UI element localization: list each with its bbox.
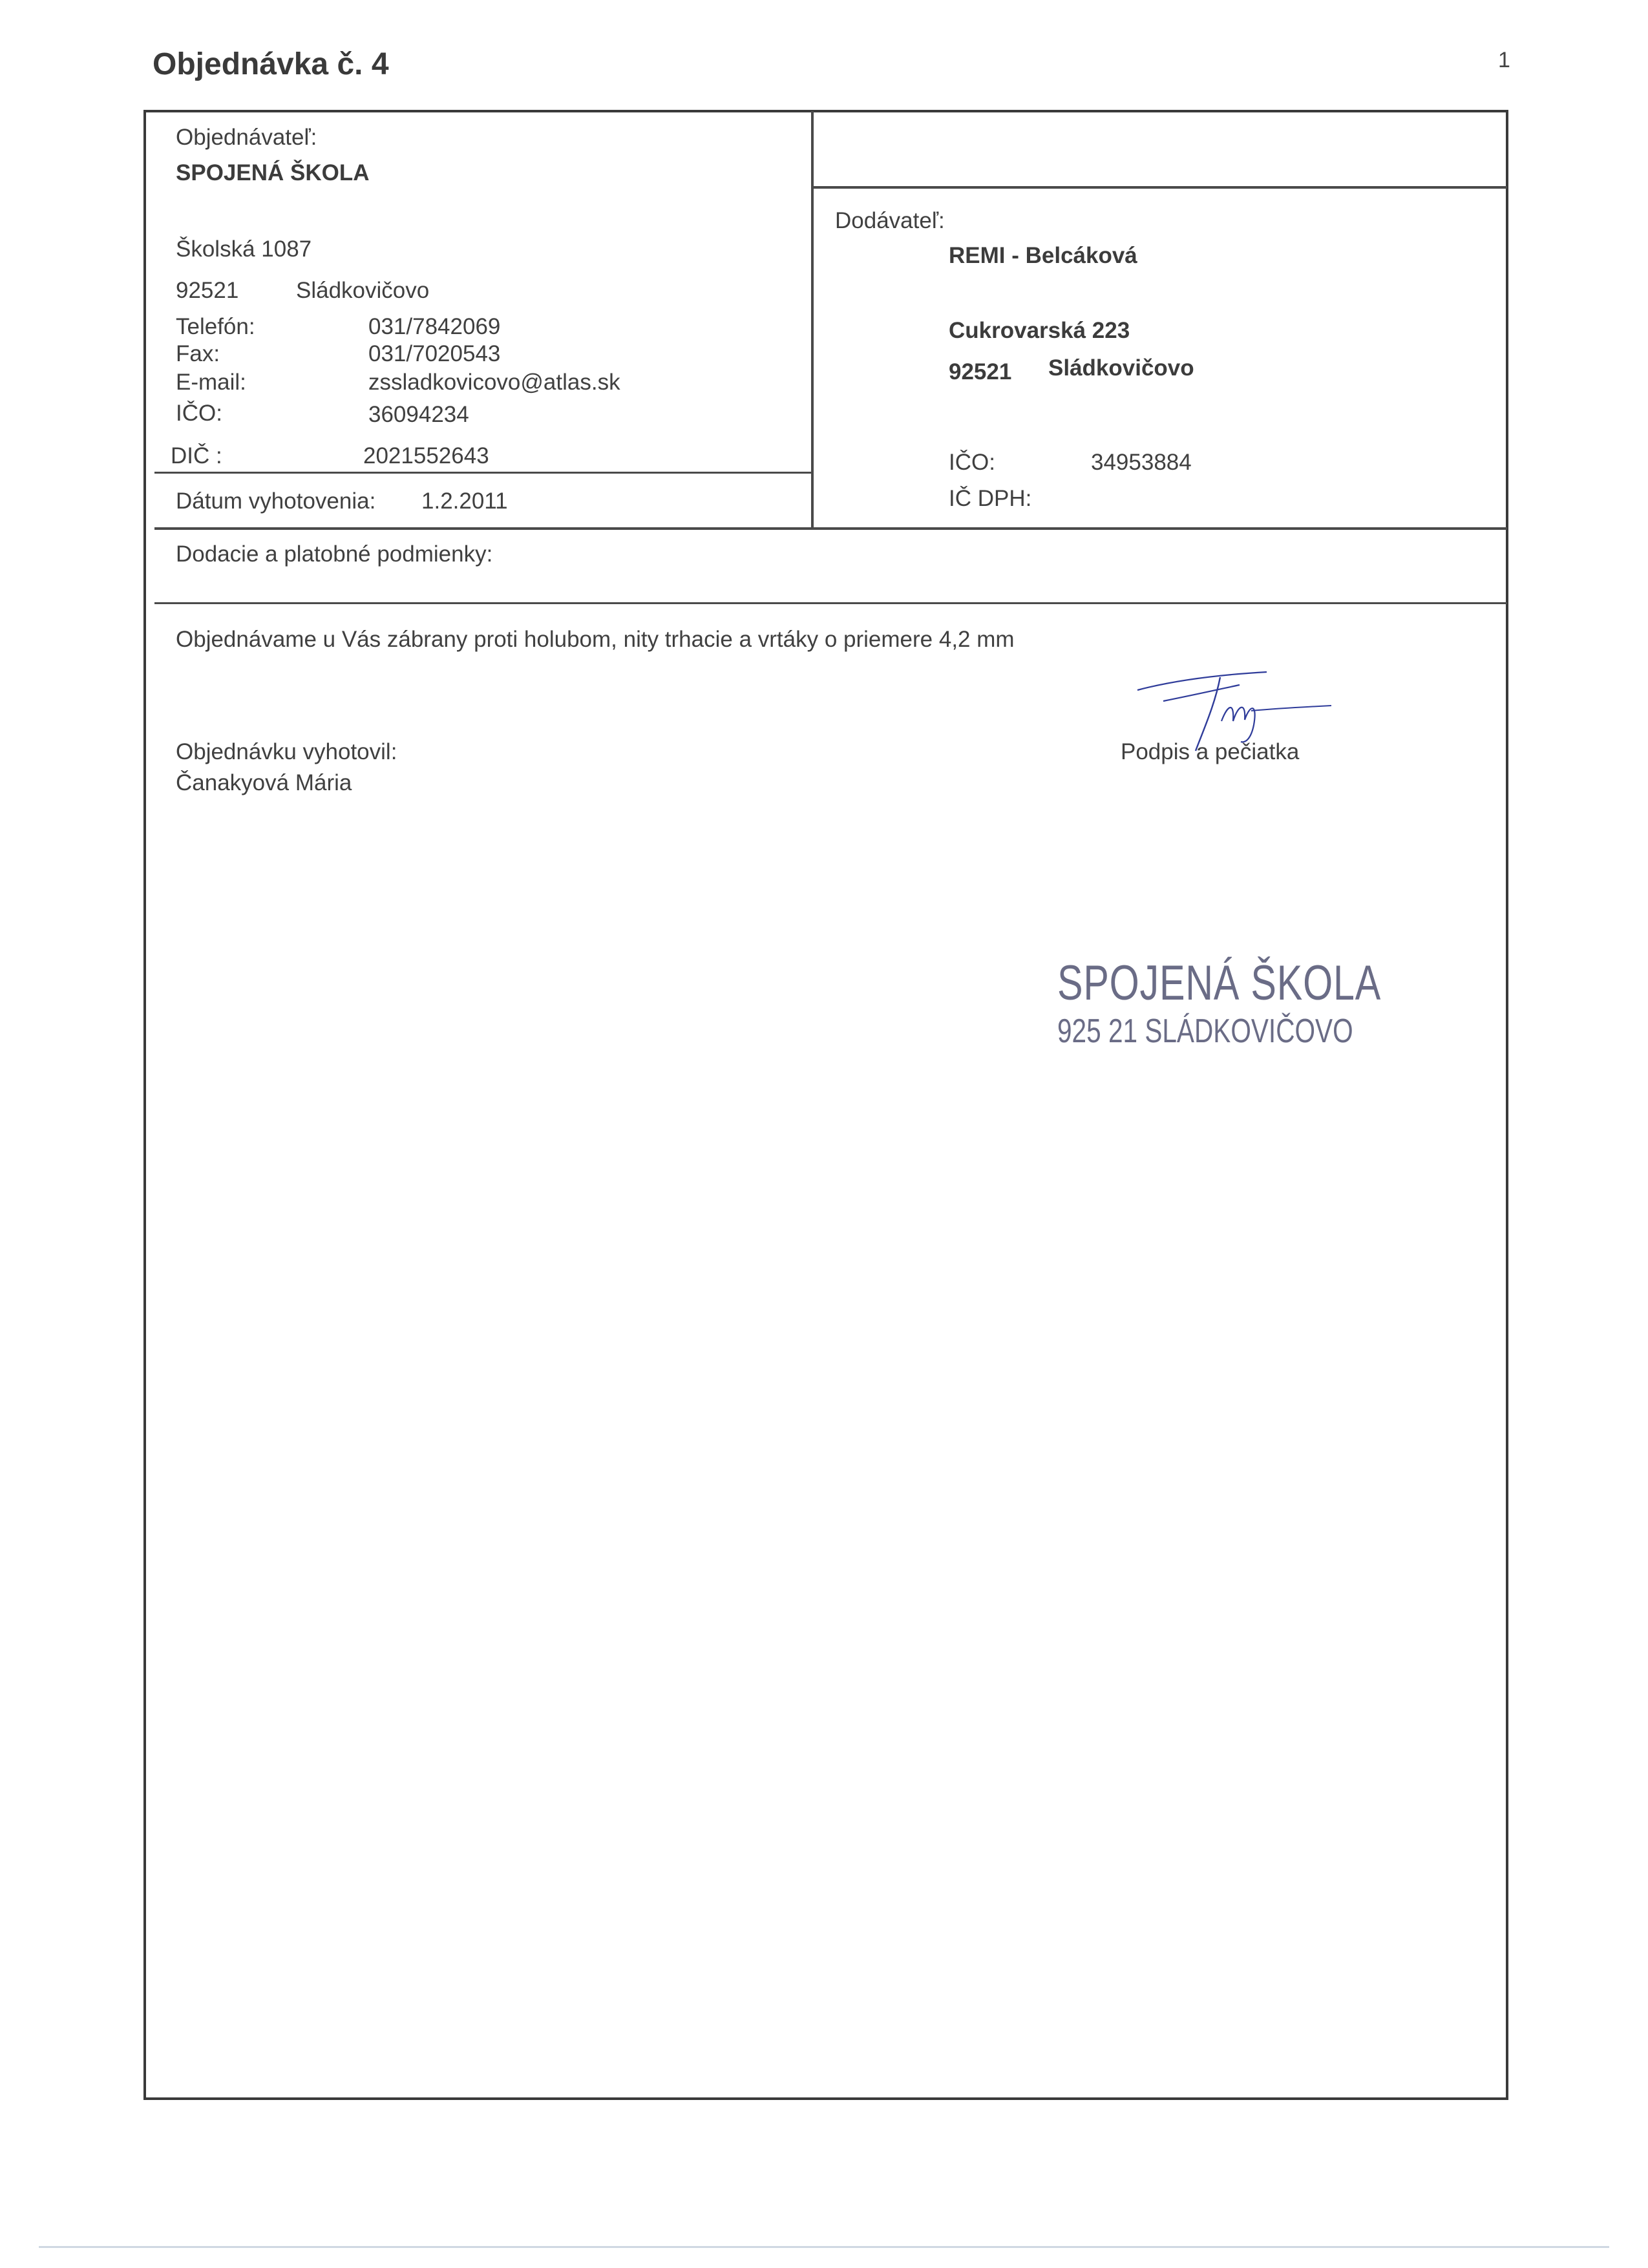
- supplier-name: REMI - Belcáková: [949, 243, 1137, 268]
- buyer-street: Školská 1087: [176, 236, 312, 262]
- order-text: Objednávame u Vás zábrany proti holubom, nity trhacie a vrtáky o priemere 4,2 mm: [176, 627, 1015, 652]
- supplier-icdph-label: IČ DPH:: [949, 486, 1032, 511]
- buyer-fax-label: Fax:: [176, 341, 220, 366]
- scan-edge: [39, 2246, 1609, 2248]
- supplier-label: Dodávateľ:: [835, 208, 945, 233]
- terms-label: Dodacie a platobné podmienky:: [176, 541, 493, 567]
- terms-bottom-rule: [154, 602, 1507, 604]
- signature-image: [1125, 666, 1344, 762]
- author-label: Objednávku vyhotovil:: [176, 739, 397, 764]
- page-number: 1: [1498, 48, 1510, 72]
- buyer-ico-label: IČO:: [176, 401, 222, 426]
- document-title: Objednávka č. 4: [153, 47, 389, 81]
- dic-rule: [154, 472, 812, 474]
- stamp-line-1: SPOJENÁ ŠKOLA: [1057, 956, 1382, 1011]
- buyer-dic: 2021552643: [363, 443, 489, 468]
- buyer-city: Sládkovičovo: [296, 278, 430, 303]
- stamp-line-2: 925 21 SLÁDKOVIČOVO: [1057, 1013, 1353, 1050]
- buyer-phone-label: Telefón:: [176, 314, 255, 339]
- order-frame: [143, 110, 1508, 2100]
- supplier-street: Cukrovarská 223: [949, 318, 1130, 343]
- header-section-bottom-rule: [154, 527, 1507, 530]
- buyer-phone: 031/7842069: [368, 314, 501, 339]
- buyer-label: Objednávateľ:: [176, 125, 317, 150]
- supplier-ico-label: IČO:: [949, 450, 995, 475]
- buyer-ico: 36094234: [368, 402, 469, 427]
- author-name: Čanakyová Mária: [176, 770, 352, 795]
- supplier-top-rule: [811, 186, 1507, 189]
- buyer-email-label: E-mail:: [176, 370, 246, 395]
- buyer-zip: 92521: [176, 278, 239, 303]
- supplier-ico: 34953884: [1091, 450, 1192, 475]
- buyer-fax: 031/7020543: [368, 341, 501, 366]
- supplier-city: Sládkovičovo: [1048, 355, 1194, 381]
- buyer-dic-label: DIČ :: [171, 443, 222, 468]
- date-label: Dátum vyhotovenia:: [176, 488, 376, 514]
- supplier-zip: 92521: [949, 359, 1012, 384]
- buyer-name: SPOJENÁ ŠKOLA: [176, 160, 370, 185]
- buyer-supplier-divider: [811, 111, 814, 530]
- date-value: 1.2.2011: [421, 488, 508, 514]
- signature-label: Podpis a pečiatka: [1121, 739, 1300, 764]
- buyer-email: zssladkovicovo@atlas.sk: [368, 370, 620, 395]
